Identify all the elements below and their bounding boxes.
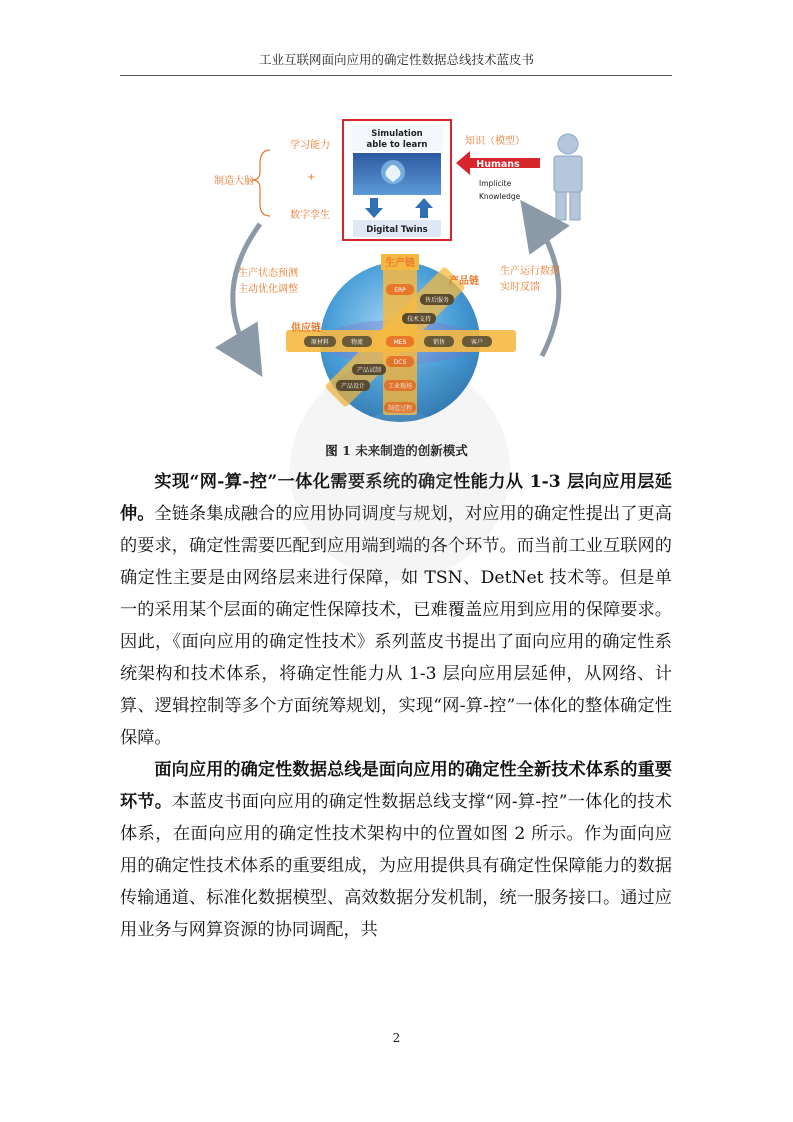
manufacturing-brain-label: 制造大脑	[214, 176, 254, 187]
paragraph-1	[120, 466, 672, 754]
production-chain-title: 生产链	[385, 258, 415, 269]
figure-diagram	[200, 112, 600, 442]
humans-badge: Humans	[476, 159, 520, 170]
knowledge-model-label: 知识（模型）	[465, 136, 525, 147]
left-brace	[252, 150, 270, 216]
body-text	[120, 466, 672, 946]
implicit-label-2: Knowledge	[479, 192, 521, 201]
running-header: 工业互联网面向应用的确定性数据总线技术蓝皮书	[258, 52, 534, 67]
left-arc-label-1: 生产状态预测	[238, 268, 298, 279]
node-sales-label: 销售	[432, 339, 446, 346]
node-raw-material-label: 原材料	[310, 339, 330, 346]
center-title-1: Simulation	[371, 129, 423, 139]
node-product-design-label: 产品设计	[340, 383, 366, 390]
implicit-label-1: Implicite	[479, 179, 512, 188]
paragraph-1-body: 全链条集成融合的应用协同调度与规划，对应用的确定性提出了更高的要求，确定性需要匹配到应用端到端的各个环节。而当前工业互联网的确定性主要是由网络层来进行保障，如 TSN、DetNet 技术等。但是单一的采用某个层面的确定性保障技术，已难覆盖应用到应用的保障要求。因此，《面向应用的确定性技术》系列蓝皮书提出了面向应用的确定性系统架构和技术体系，将确定性能力从 1-3 层向应用层延伸，从网络、计算、逻辑控制等多个方面统筹规划，实现“网-算-控”一体化的整体确定性保障。	[120, 504, 672, 748]
node-mes-label: MES	[393, 339, 407, 346]
human-figure-icon	[554, 134, 582, 220]
node-customer-label: 客户	[470, 339, 484, 346]
plus-label: +	[307, 172, 316, 183]
digital-twin-label: 数字孪生	[290, 210, 330, 221]
page-number: 2	[392, 1031, 401, 1045]
paragraph-2	[120, 754, 672, 946]
node-industrial-site-label: 工业现场	[387, 383, 413, 390]
figure-innovation-mode	[200, 112, 600, 442]
right-arc-label-1: 生产运行数据	[500, 266, 560, 277]
node-dcs-label: DCS	[393, 359, 407, 366]
learning-ability-label: 学习能力	[290, 140, 330, 151]
center-title-2: able to learn	[366, 140, 428, 150]
header-rule	[120, 75, 672, 76]
paragraph-2-body: 本蓝皮书面向应用的确定性数据总线支撑“网-算-控”一体化的技术体系，在面向应用的确定性技术架构中的位置如图 2 所示。作为面向应用的确定性技术体系的重要组成，为应用提供具有确定性保障能力的数据传输通道、标准化数据模型、高效数据分发机制，统一服务接口。通过应用业务与网算资源的协同调配，共	[120, 792, 672, 940]
node-after-sales-label: 售后服务	[424, 297, 450, 304]
figure-caption: 图 1 未来制造的创新模式	[325, 443, 468, 458]
right-arc-label-2: 实时反馈	[500, 282, 540, 293]
node-logistics-label: 物流	[350, 339, 364, 346]
node-product-trial-label: 产品试制	[356, 367, 382, 374]
node-tech-support-label: 技术支持	[406, 316, 432, 323]
digital-twins-label: Digital Twins	[366, 225, 428, 235]
paragraph-2-lead: 面向应用的确定性数据总线是面向应用的确定性全新技术体系的重要环节。	[120, 760, 672, 812]
supply-chain-title: 供应链	[291, 323, 321, 334]
node-manufacturing-process-label: 制造过程	[387, 405, 413, 412]
paragraph-1-lead: 实现“网-算-控”一体化需要系统的确定性能力从 1-3 层向应用层延伸。	[120, 472, 672, 524]
node-erp-label: ERP	[394, 287, 406, 294]
left-arc-label-2: 主动优化调整	[238, 284, 298, 295]
product-chain-title: 产品链	[449, 276, 479, 287]
